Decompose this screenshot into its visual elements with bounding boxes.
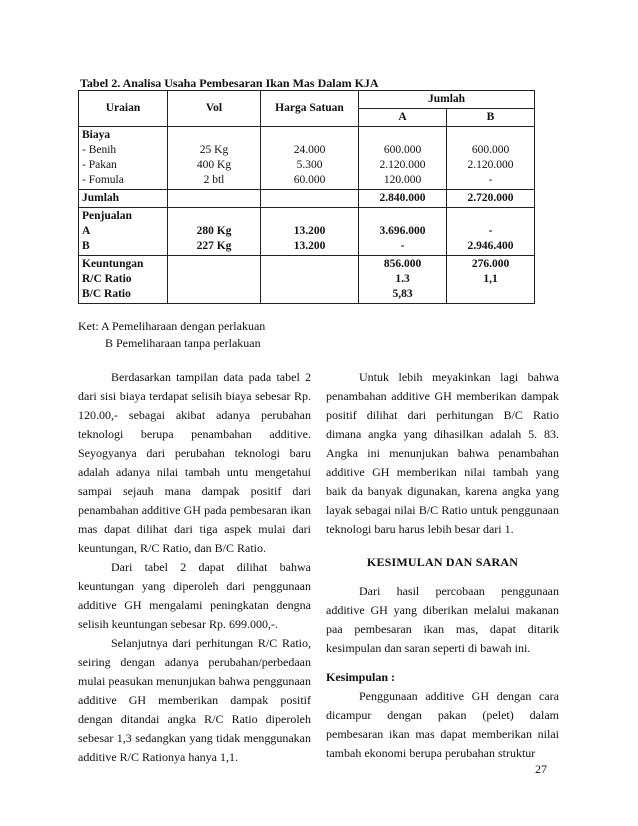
- biaya-b-cell: [447, 127, 535, 190]
- biaya-item-vol: 400 Kg: [196, 159, 232, 171]
- result-name: R/C Ratio: [82, 273, 132, 285]
- biaya-item-a: 600.000: [383, 144, 422, 156]
- biaya-item-name: - Fomula: [82, 174, 124, 186]
- penjualan-item-a: 3.696.000: [379, 225, 426, 237]
- biaya-item-harga: 24.000: [293, 144, 326, 156]
- result-name: Keuntungan: [82, 258, 144, 270]
- penjualan-item-vol: 280 Kg: [196, 225, 232, 237]
- penjualan-b-cell: [447, 208, 535, 256]
- biaya-cell: [79, 127, 168, 190]
- result-b: 276.000: [471, 258, 510, 270]
- table-row-jumlah: [79, 190, 535, 208]
- header-b: B: [447, 109, 535, 127]
- result-a: 856.000: [383, 258, 422, 270]
- penjualan-a-cell: [359, 208, 447, 256]
- penjualan-item-harga: 13.200: [293, 240, 326, 252]
- paragraph: Penggunaan additive GH dengan cara dicampur dengan pakan (pelet) dalam pembesaran ikan mas dapat memberikan nilai tambah ekonomi berupa perubahan struktur: [326, 689, 559, 760]
- results-a-cell: [359, 256, 447, 304]
- header-harga-satuan: Harga Satuan: [261, 91, 359, 127]
- subheading: Kesimpulan :: [326, 670, 396, 684]
- results-cell: [79, 256, 168, 304]
- table-caption: Tabel 2. Analisa Usaha Pembesaran Ikan Mas Dalam KJA: [80, 76, 379, 90]
- penjualan-cell: [79, 208, 168, 256]
- jumlah-label: Jumlah: [79, 190, 168, 208]
- business-analysis-table: [78, 90, 535, 304]
- section-heading: KESIMULAN DAN SARAN: [366, 555, 519, 569]
- penjualan-item-a: -: [400, 240, 405, 252]
- penjualan-label: Penjualan: [82, 210, 132, 222]
- biaya-item-b: 2.120.000: [467, 159, 514, 171]
- result-a: 5,83: [392, 288, 413, 300]
- paragraph: Berdasarkan tampilan data pada tabel 2 dari sisi biaya terdapat selisih biaya sebesar Rp. 120.00,- sebagai akibat adanya perubahan teknologi berupa penambahan additive. Seyogyanya dari perubahan teknologi baru adalah adanya nilai tambah untu mengetahui sampai sejauh mana dampak positif dari penambahan additive GH pada pembesaran ikan mas dapat dilihat dari tiga aspek mulai dari keuntungan, R/C Ratio, dan B/C Ratio.: [78, 370, 311, 555]
- penjualan-item-name: A: [82, 225, 91, 237]
- result-b: 1,1: [483, 273, 498, 285]
- paragraph: Untuk lebih meyakinkan lagi bahwa penambahan additive GH memberikan dampak positif dilihat dari perhitungan B/C Ratio dimana angka yang dihasilkan adalah 5. 83. Angka ini menunjukan bahwa penambahan additive GH memberikan nilai tambah yang baik da banyak digunakan, karena angka yang layak sebagai nilai B/C Ratio untuk penggunaan teknologi baru harus lebih besar dari 1.: [326, 370, 559, 536]
- header-vol: Vol: [168, 91, 261, 127]
- table-row-biaya: [79, 127, 535, 190]
- jumlah-a: 2.840.000: [359, 190, 447, 208]
- biaya-harga-cell: [261, 127, 359, 190]
- biaya-item-vol: 2 btl: [203, 174, 225, 186]
- biaya-a-cell: [359, 127, 447, 190]
- table-note-b: B Pemeliharaan tanpa perlakuan: [105, 336, 261, 350]
- jumlah-b: 2.720.000: [447, 190, 535, 208]
- header-jumlah: Jumlah: [359, 91, 535, 109]
- penjualan-item-name: B: [82, 240, 90, 252]
- left-column: [78, 368, 311, 767]
- biaya-item-harga: 60.000: [293, 174, 326, 186]
- biaya-item-name: - Benih: [82, 144, 117, 156]
- result-a: 1.3: [395, 273, 410, 285]
- biaya-item-name: - Pakan: [82, 159, 117, 171]
- header-a: A: [359, 109, 447, 127]
- table-row-penjualan: [79, 208, 535, 256]
- result-name: B/C Ratio: [82, 288, 131, 300]
- biaya-item-b: 600.000: [471, 144, 510, 156]
- header-uraian: Uraian: [79, 91, 168, 127]
- penjualan-vol-cell: [168, 208, 261, 256]
- biaya-item-harga: 5.300: [296, 159, 323, 171]
- paragraph: Selanjutnya dari perhitungan R/C Ratio, seiring dengan adanya perubahan/perbedaan mulai peasukan menunjukan bahwa penggunaan additive GH memberikan dampak positif dengan ditandai angka R/C Ratio diperoleh sebesar 1,3 sedangkan yang tidak menggunakan additive R/C Rationya hanya 1,1.: [78, 636, 311, 764]
- biaya-item-b: -: [488, 174, 493, 186]
- results-b-cell: [447, 256, 535, 304]
- penjualan-harga-cell: [261, 208, 359, 256]
- biaya-item-vol: 25 Kg: [199, 144, 229, 156]
- penjualan-item-harga: 13.200: [293, 225, 326, 237]
- paragraph: Dari tabel 2 dapat dilihat bahwa keuntungan yang diperoleh dari penggunaan additive GH mengalami peningkatan dengna selisih keuntungan sebesar Rp. 699.000,-.: [78, 560, 311, 631]
- penjualan-item-b: 2.946.400: [467, 240, 514, 252]
- biaya-item-a: 2.120.000: [379, 159, 426, 171]
- biaya-vol-cell: [168, 127, 261, 190]
- penjualan-item-vol: 227 Kg: [196, 240, 232, 252]
- paragraph: Dari hasil percobaan penggunaan additive GH yang diberikan melalui makanan paa pembesaran ikan mas, dapat ditarik kesimpulan dan saran seperti di bawah ini.: [326, 584, 559, 655]
- penjualan-item-b: -: [488, 225, 493, 237]
- biaya-item-a: 120.000: [383, 174, 422, 186]
- table-row-results: [79, 256, 535, 304]
- right-column: [326, 368, 559, 763]
- table-note-a: Ket: A Pemeliharaan dengan perlakuan: [78, 319, 266, 333]
- page-number: 27: [535, 762, 547, 776]
- biaya-label: Biaya: [82, 129, 111, 141]
